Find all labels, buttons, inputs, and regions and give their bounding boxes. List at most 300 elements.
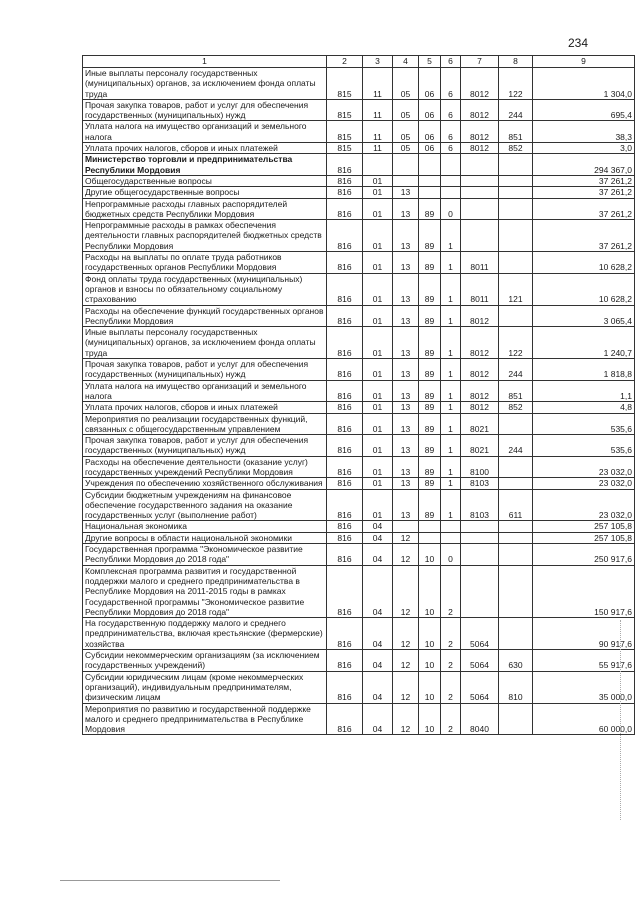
row-code-c3: 01	[363, 380, 393, 402]
row-code-c6: 6	[441, 143, 461, 154]
row-amount: 90 917,6	[533, 618, 635, 650]
row-code-c5: 89	[419, 489, 441, 521]
column-header-4: 4	[393, 56, 419, 68]
row-code-c2: 816	[327, 650, 363, 672]
table-row	[83, 532, 635, 543]
row-code-c2: 815	[327, 121, 363, 143]
table-row	[83, 305, 635, 327]
table-row	[83, 435, 635, 457]
row-amount: 250 917,6	[533, 544, 635, 566]
row-code-c8	[499, 198, 533, 220]
row-code-c6: 0	[441, 544, 461, 566]
row-code-c6: 1	[441, 456, 461, 478]
row-code-c6	[441, 521, 461, 532]
row-description: Министерство торговли и предпринимательства Республики Мордовия	[83, 154, 327, 176]
row-code-c5: 89	[419, 198, 441, 220]
row-code-c5: 06	[419, 143, 441, 154]
row-code-c3: 04	[363, 521, 393, 532]
row-amount: 535,6	[533, 435, 635, 457]
row-code-c5	[419, 154, 441, 176]
row-description: Комплексная программа развития и государственной поддержки малого и среднего предпринимательства в Республике Мордовия на 2011-2015 годы в рамках Государственной программы "Экономическое развитие Республики Мордовия до 2018 года"	[83, 565, 327, 617]
row-code-c5: 10	[419, 618, 441, 650]
row-code-c5: 89	[419, 435, 441, 457]
row-code-c3: 04	[363, 671, 393, 703]
row-code-c7	[461, 154, 499, 176]
row-code-c2: 816	[327, 198, 363, 220]
row-amount: 294 367,0	[533, 154, 635, 176]
row-code-c2: 816	[327, 252, 363, 274]
row-code-c4: 13	[393, 478, 419, 489]
row-description: Непрограммные расходы главных распорядителей бюджетных средств Республики Мордовия	[83, 198, 327, 220]
row-code-c4: 12	[393, 544, 419, 566]
row-code-c2: 816	[327, 489, 363, 521]
row-code-c8	[499, 618, 533, 650]
row-code-c4: 12	[393, 532, 419, 543]
row-code-c7: 8012	[461, 380, 499, 402]
table-row	[83, 521, 635, 532]
row-amount: 35 000,0	[533, 671, 635, 703]
row-code-c6: 1	[441, 327, 461, 359]
row-code-c3: 01	[363, 252, 393, 274]
row-code-c3: 01	[363, 402, 393, 413]
row-code-c3: 01	[363, 327, 393, 359]
row-amount: 1 240,7	[533, 327, 635, 359]
table-row	[83, 220, 635, 252]
row-code-c4: 05	[393, 143, 419, 154]
row-code-c4	[393, 521, 419, 532]
row-description: Прочая закупка товаров, работ и услуг для обеспечения государственных (муниципальных) нужд	[83, 435, 327, 457]
table-row	[83, 99, 635, 121]
row-description: На государственную поддержку малого и среднего предпринимательства, включая крестьянские (фермерские) хозяйства	[83, 618, 327, 650]
row-description: Уплата прочих налогов, сборов и иных платежей	[83, 143, 327, 154]
row-code-c6: 1	[441, 220, 461, 252]
row-code-c4: 13	[393, 359, 419, 381]
row-code-c5: 10	[419, 650, 441, 672]
row-code-c5: 89	[419, 305, 441, 327]
row-code-c4: 13	[393, 327, 419, 359]
row-code-c2: 816	[327, 435, 363, 457]
row-code-c4: 13	[393, 402, 419, 413]
row-amount: 60 000,0	[533, 703, 635, 735]
column-header-1: 1	[83, 56, 327, 68]
row-code-c3: 01	[363, 456, 393, 478]
row-code-c2: 816	[327, 154, 363, 176]
row-code-c3: 01	[363, 273, 393, 305]
footer-line	[60, 880, 280, 881]
row-code-c8: 630	[499, 650, 533, 672]
column-header-6: 6	[441, 56, 461, 68]
table-row	[83, 273, 635, 305]
row-code-c3: 01	[363, 413, 393, 435]
row-code-c7	[461, 521, 499, 532]
row-code-c4: 12	[393, 565, 419, 617]
row-description: Государственная программа "Экономическое развитие Республики Мордовия до 2018 года"	[83, 544, 327, 566]
row-code-c4: 12	[393, 703, 419, 735]
row-code-c4	[393, 175, 419, 186]
row-code-c8: 244	[499, 99, 533, 121]
row-code-c4: 13	[393, 456, 419, 478]
row-amount: 37 261,2	[533, 187, 635, 198]
row-code-c3: 11	[363, 143, 393, 154]
row-description: Расходы на выплаты по оплате труда работников государственных органов Республики Мордовия	[83, 252, 327, 274]
row-code-c6: 1	[441, 435, 461, 457]
row-code-c2: 815	[327, 68, 363, 100]
row-code-c2: 816	[327, 175, 363, 186]
row-code-c6: 2	[441, 565, 461, 617]
row-code-c5: 89	[419, 456, 441, 478]
row-code-c6: 2	[441, 703, 461, 735]
row-code-c2: 816	[327, 618, 363, 650]
row-description: Расходы на обеспечение функций государственных органов Республики Мордовия	[83, 305, 327, 327]
column-header-3: 3	[363, 56, 393, 68]
row-code-c3: 11	[363, 99, 393, 121]
row-amount: 37 261,2	[533, 198, 635, 220]
row-amount: 3 065,4	[533, 305, 635, 327]
row-code-c3: 04	[363, 650, 393, 672]
table-row	[83, 478, 635, 489]
row-code-c8	[499, 413, 533, 435]
row-code-c7: 8011	[461, 252, 499, 274]
row-amount: 257 105,8	[533, 521, 635, 532]
row-code-c4: 13	[393, 435, 419, 457]
row-description: Иные выплаты персоналу государственных (муниципальных) органов, за исключением фонда оплаты труда	[83, 68, 327, 100]
row-description: Прочая закупка товаров, работ и услуг для обеспечения государственных (муниципальных) нужд	[83, 359, 327, 381]
row-code-c5: 10	[419, 703, 441, 735]
row-code-c7: 8012	[461, 121, 499, 143]
row-description: Общегосударственные вопросы	[83, 175, 327, 186]
row-code-c3: 01	[363, 220, 393, 252]
row-code-c4: 05	[393, 68, 419, 100]
row-amount: 1,1	[533, 380, 635, 402]
column-header-5: 5	[419, 56, 441, 68]
row-amount: 55 917,6	[533, 650, 635, 672]
table-row	[83, 327, 635, 359]
row-code-c8: 851	[499, 121, 533, 143]
row-code-c8: 121	[499, 273, 533, 305]
row-code-c2: 816	[327, 478, 363, 489]
row-code-c4: 12	[393, 671, 419, 703]
table-row	[83, 154, 635, 176]
table-row	[83, 456, 635, 478]
row-code-c6: 2	[441, 671, 461, 703]
page-number: 234	[568, 36, 589, 50]
row-code-c7: 5064	[461, 618, 499, 650]
row-code-c3: 01	[363, 359, 393, 381]
row-code-c7: 8040	[461, 703, 499, 735]
row-code-c5	[419, 521, 441, 532]
row-code-c2: 816	[327, 187, 363, 198]
row-description: Другие вопросы в области национальной экономики	[83, 532, 327, 543]
row-description: Субсидии бюджетным учреждениям на финансовое обеспечение государственного задания на оказание государственных услуг (выполнение работ)	[83, 489, 327, 521]
row-description: Уплата прочих налогов, сборов и иных платежей	[83, 402, 327, 413]
row-description: Непрограммные расходы в рамках обеспечения деятельности главных распорядителей бюджетных средств Республики Мордовия	[83, 220, 327, 252]
table-row	[83, 544, 635, 566]
row-code-c2: 816	[327, 521, 363, 532]
row-code-c8	[499, 252, 533, 274]
row-code-c2: 816	[327, 413, 363, 435]
row-code-c3: 01	[363, 305, 393, 327]
row-code-c8: 122	[499, 327, 533, 359]
row-code-c7: 8012	[461, 327, 499, 359]
row-description: Субсидии некоммерческим организациям (за исключением государственных учреждений)	[83, 650, 327, 672]
row-code-c8	[499, 532, 533, 543]
row-code-c4	[393, 154, 419, 176]
table-row	[83, 402, 635, 413]
row-code-c3: 01	[363, 489, 393, 521]
row-code-c6: 2	[441, 650, 461, 672]
table-row	[83, 565, 635, 617]
row-amount: 37 261,2	[533, 220, 635, 252]
row-code-c4: 13	[393, 380, 419, 402]
row-description: Фонд оплаты труда государственных (муниципальных) органов и взносы по обязательному социальному страхованию	[83, 273, 327, 305]
row-code-c7	[461, 220, 499, 252]
row-code-c7	[461, 565, 499, 617]
row-code-c8: 122	[499, 68, 533, 100]
row-code-c2: 816	[327, 380, 363, 402]
row-description: Учреждения по обеспечению хозяйственного обслуживания	[83, 478, 327, 489]
table-row	[83, 650, 635, 672]
row-code-c8: 852	[499, 402, 533, 413]
row-code-c7: 8100	[461, 456, 499, 478]
table-body	[83, 68, 635, 735]
row-code-c7: 8011	[461, 273, 499, 305]
row-code-c2: 816	[327, 220, 363, 252]
row-code-c5: 89	[419, 380, 441, 402]
row-amount: 1 304,0	[533, 68, 635, 100]
row-code-c3: 11	[363, 121, 393, 143]
row-code-c2: 816	[327, 402, 363, 413]
row-code-c3: 04	[363, 618, 393, 650]
row-description: Мероприятия по развитию и государственной поддержке малого и среднего предпринимательства в Республике Мордовия	[83, 703, 327, 735]
row-code-c3: 11	[363, 68, 393, 100]
row-code-c7: 8103	[461, 489, 499, 521]
row-description: Прочая закупка товаров, работ и услуг для обеспечения государственных (муниципальных) нужд	[83, 99, 327, 121]
row-amount: 23 032,0	[533, 478, 635, 489]
row-code-c4: 13	[393, 220, 419, 252]
row-code-c6: 1	[441, 380, 461, 402]
column-header-7: 7	[461, 56, 499, 68]
row-amount: 257 105,8	[533, 532, 635, 543]
row-code-c2: 816	[327, 703, 363, 735]
row-code-c8: 851	[499, 380, 533, 402]
row-code-c8	[499, 703, 533, 735]
row-code-c7: 8021	[461, 435, 499, 457]
row-code-c8	[499, 175, 533, 186]
row-code-c8	[499, 478, 533, 489]
row-code-c5: 89	[419, 413, 441, 435]
table-row	[83, 380, 635, 402]
row-code-c8	[499, 565, 533, 617]
row-description: Иные выплаты персоналу государственных (муниципальных) органов, за исключением фонда оплаты труда	[83, 327, 327, 359]
row-code-c6: 1	[441, 489, 461, 521]
row-code-c2: 815	[327, 143, 363, 154]
table-row	[83, 703, 635, 735]
row-code-c4: 12	[393, 618, 419, 650]
row-code-c2: 816	[327, 305, 363, 327]
row-code-c4: 05	[393, 99, 419, 121]
row-code-c6: 6	[441, 99, 461, 121]
row-code-c3: 01	[363, 198, 393, 220]
row-description: Мероприятия по реализации государственных функций, связанных с общегосударственным управлением	[83, 413, 327, 435]
row-code-c5: 89	[419, 402, 441, 413]
row-code-c5: 89	[419, 273, 441, 305]
table-row	[83, 618, 635, 650]
column-header-9: 9	[533, 56, 635, 68]
table-row	[83, 175, 635, 186]
row-amount: 37 261,2	[533, 175, 635, 186]
row-amount: 38,3	[533, 121, 635, 143]
budget-table	[82, 55, 635, 735]
row-code-c7	[461, 532, 499, 543]
row-code-c7: 8012	[461, 359, 499, 381]
row-code-c8: 244	[499, 359, 533, 381]
table-row	[83, 143, 635, 154]
row-description: Субсидии юридическим лицам (кроме некоммерческих организаций), индивидуальным предпринимателям, физическим лицам	[83, 671, 327, 703]
row-code-c8	[499, 456, 533, 478]
row-code-c6: 1	[441, 478, 461, 489]
row-code-c4: 13	[393, 198, 419, 220]
row-code-c6: 1	[441, 273, 461, 305]
row-code-c6: 2	[441, 618, 461, 650]
row-code-c4: 05	[393, 121, 419, 143]
table-row	[83, 68, 635, 100]
row-code-c6: 6	[441, 121, 461, 143]
row-code-c5: 89	[419, 252, 441, 274]
row-amount: 3,0	[533, 143, 635, 154]
row-code-c3: 01	[363, 478, 393, 489]
row-amount: 535,6	[533, 413, 635, 435]
row-code-c6: 1	[441, 359, 461, 381]
row-code-c5	[419, 532, 441, 543]
row-code-c5: 89	[419, 359, 441, 381]
edge-marks	[620, 620, 623, 820]
row-code-c6	[441, 154, 461, 176]
row-code-c8	[499, 521, 533, 532]
row-amount: 23 032,0	[533, 456, 635, 478]
table-row	[83, 198, 635, 220]
row-code-c5: 89	[419, 327, 441, 359]
row-code-c2: 816	[327, 273, 363, 305]
row-code-c2: 816	[327, 565, 363, 617]
row-code-c7	[461, 198, 499, 220]
row-amount: 1 818,8	[533, 359, 635, 381]
row-code-c6	[441, 187, 461, 198]
table-row	[83, 489, 635, 521]
row-amount: 150 917,6	[533, 565, 635, 617]
row-code-c5: 89	[419, 220, 441, 252]
row-code-c7: 8012	[461, 68, 499, 100]
row-code-c4: 12	[393, 650, 419, 672]
row-code-c7: 8012	[461, 143, 499, 154]
row-code-c2: 816	[327, 532, 363, 543]
row-code-c4: 13	[393, 273, 419, 305]
row-code-c3: 04	[363, 544, 393, 566]
row-amount: 23 032,0	[533, 489, 635, 521]
row-code-c2: 816	[327, 327, 363, 359]
row-amount: 10 628,2	[533, 273, 635, 305]
row-code-c5	[419, 187, 441, 198]
row-code-c5: 06	[419, 68, 441, 100]
row-code-c8	[499, 220, 533, 252]
row-code-c6	[441, 532, 461, 543]
row-code-c7: 8012	[461, 402, 499, 413]
row-code-c7: 8012	[461, 99, 499, 121]
table-row	[83, 359, 635, 381]
row-code-c3	[363, 154, 393, 176]
row-code-c6: 6	[441, 68, 461, 100]
row-code-c5: 06	[419, 99, 441, 121]
row-code-c4: 13	[393, 252, 419, 274]
row-code-c8: 611	[499, 489, 533, 521]
row-code-c6	[441, 175, 461, 186]
row-code-c4: 13	[393, 187, 419, 198]
table-row	[83, 121, 635, 143]
row-code-c7: 5064	[461, 650, 499, 672]
row-code-c8: 244	[499, 435, 533, 457]
table-row	[83, 671, 635, 703]
row-code-c6: 0	[441, 198, 461, 220]
row-code-c5	[419, 175, 441, 186]
row-description: Уплата налога на имущество организаций и земельного налога	[83, 121, 327, 143]
row-code-c6: 1	[441, 252, 461, 274]
row-code-c7	[461, 175, 499, 186]
row-code-c7: 8103	[461, 478, 499, 489]
row-description: Другие общегосударственные вопросы	[83, 187, 327, 198]
row-description: Национальная экономика	[83, 521, 327, 532]
row-code-c8	[499, 187, 533, 198]
row-code-c5: 10	[419, 565, 441, 617]
row-code-c7: 5064	[461, 671, 499, 703]
row-code-c4: 13	[393, 305, 419, 327]
row-code-c3: 01	[363, 175, 393, 186]
table-row	[83, 413, 635, 435]
row-code-c4: 13	[393, 489, 419, 521]
row-code-c3: 01	[363, 435, 393, 457]
row-code-c2: 816	[327, 671, 363, 703]
row-code-c8	[499, 544, 533, 566]
row-code-c2: 816	[327, 544, 363, 566]
row-code-c8: 810	[499, 671, 533, 703]
row-amount: 10 628,2	[533, 252, 635, 274]
row-code-c2: 816	[327, 359, 363, 381]
row-code-c3: 04	[363, 532, 393, 543]
row-code-c6: 1	[441, 305, 461, 327]
table-row	[83, 252, 635, 274]
row-code-c7	[461, 187, 499, 198]
row-code-c7: 8012	[461, 305, 499, 327]
table-row	[83, 187, 635, 198]
row-code-c2: 816	[327, 456, 363, 478]
row-code-c4: 13	[393, 413, 419, 435]
row-amount: 695,4	[533, 99, 635, 121]
row-amount: 4,8	[533, 402, 635, 413]
table-header-row	[83, 56, 635, 68]
row-code-c3: 01	[363, 187, 393, 198]
row-code-c7	[461, 544, 499, 566]
row-description: Расходы на обеспечение деятельности (оказание услуг) государственных учреждений Республики Мордовия	[83, 456, 327, 478]
row-code-c8	[499, 154, 533, 176]
row-code-c2: 815	[327, 99, 363, 121]
row-code-c3: 04	[363, 703, 393, 735]
row-code-c6: 1	[441, 402, 461, 413]
row-code-c3: 04	[363, 565, 393, 617]
column-header-2: 2	[327, 56, 363, 68]
row-code-c8: 852	[499, 143, 533, 154]
row-code-c5: 10	[419, 544, 441, 566]
column-header-8: 8	[499, 56, 533, 68]
row-code-c5: 89	[419, 478, 441, 489]
row-code-c7: 8021	[461, 413, 499, 435]
